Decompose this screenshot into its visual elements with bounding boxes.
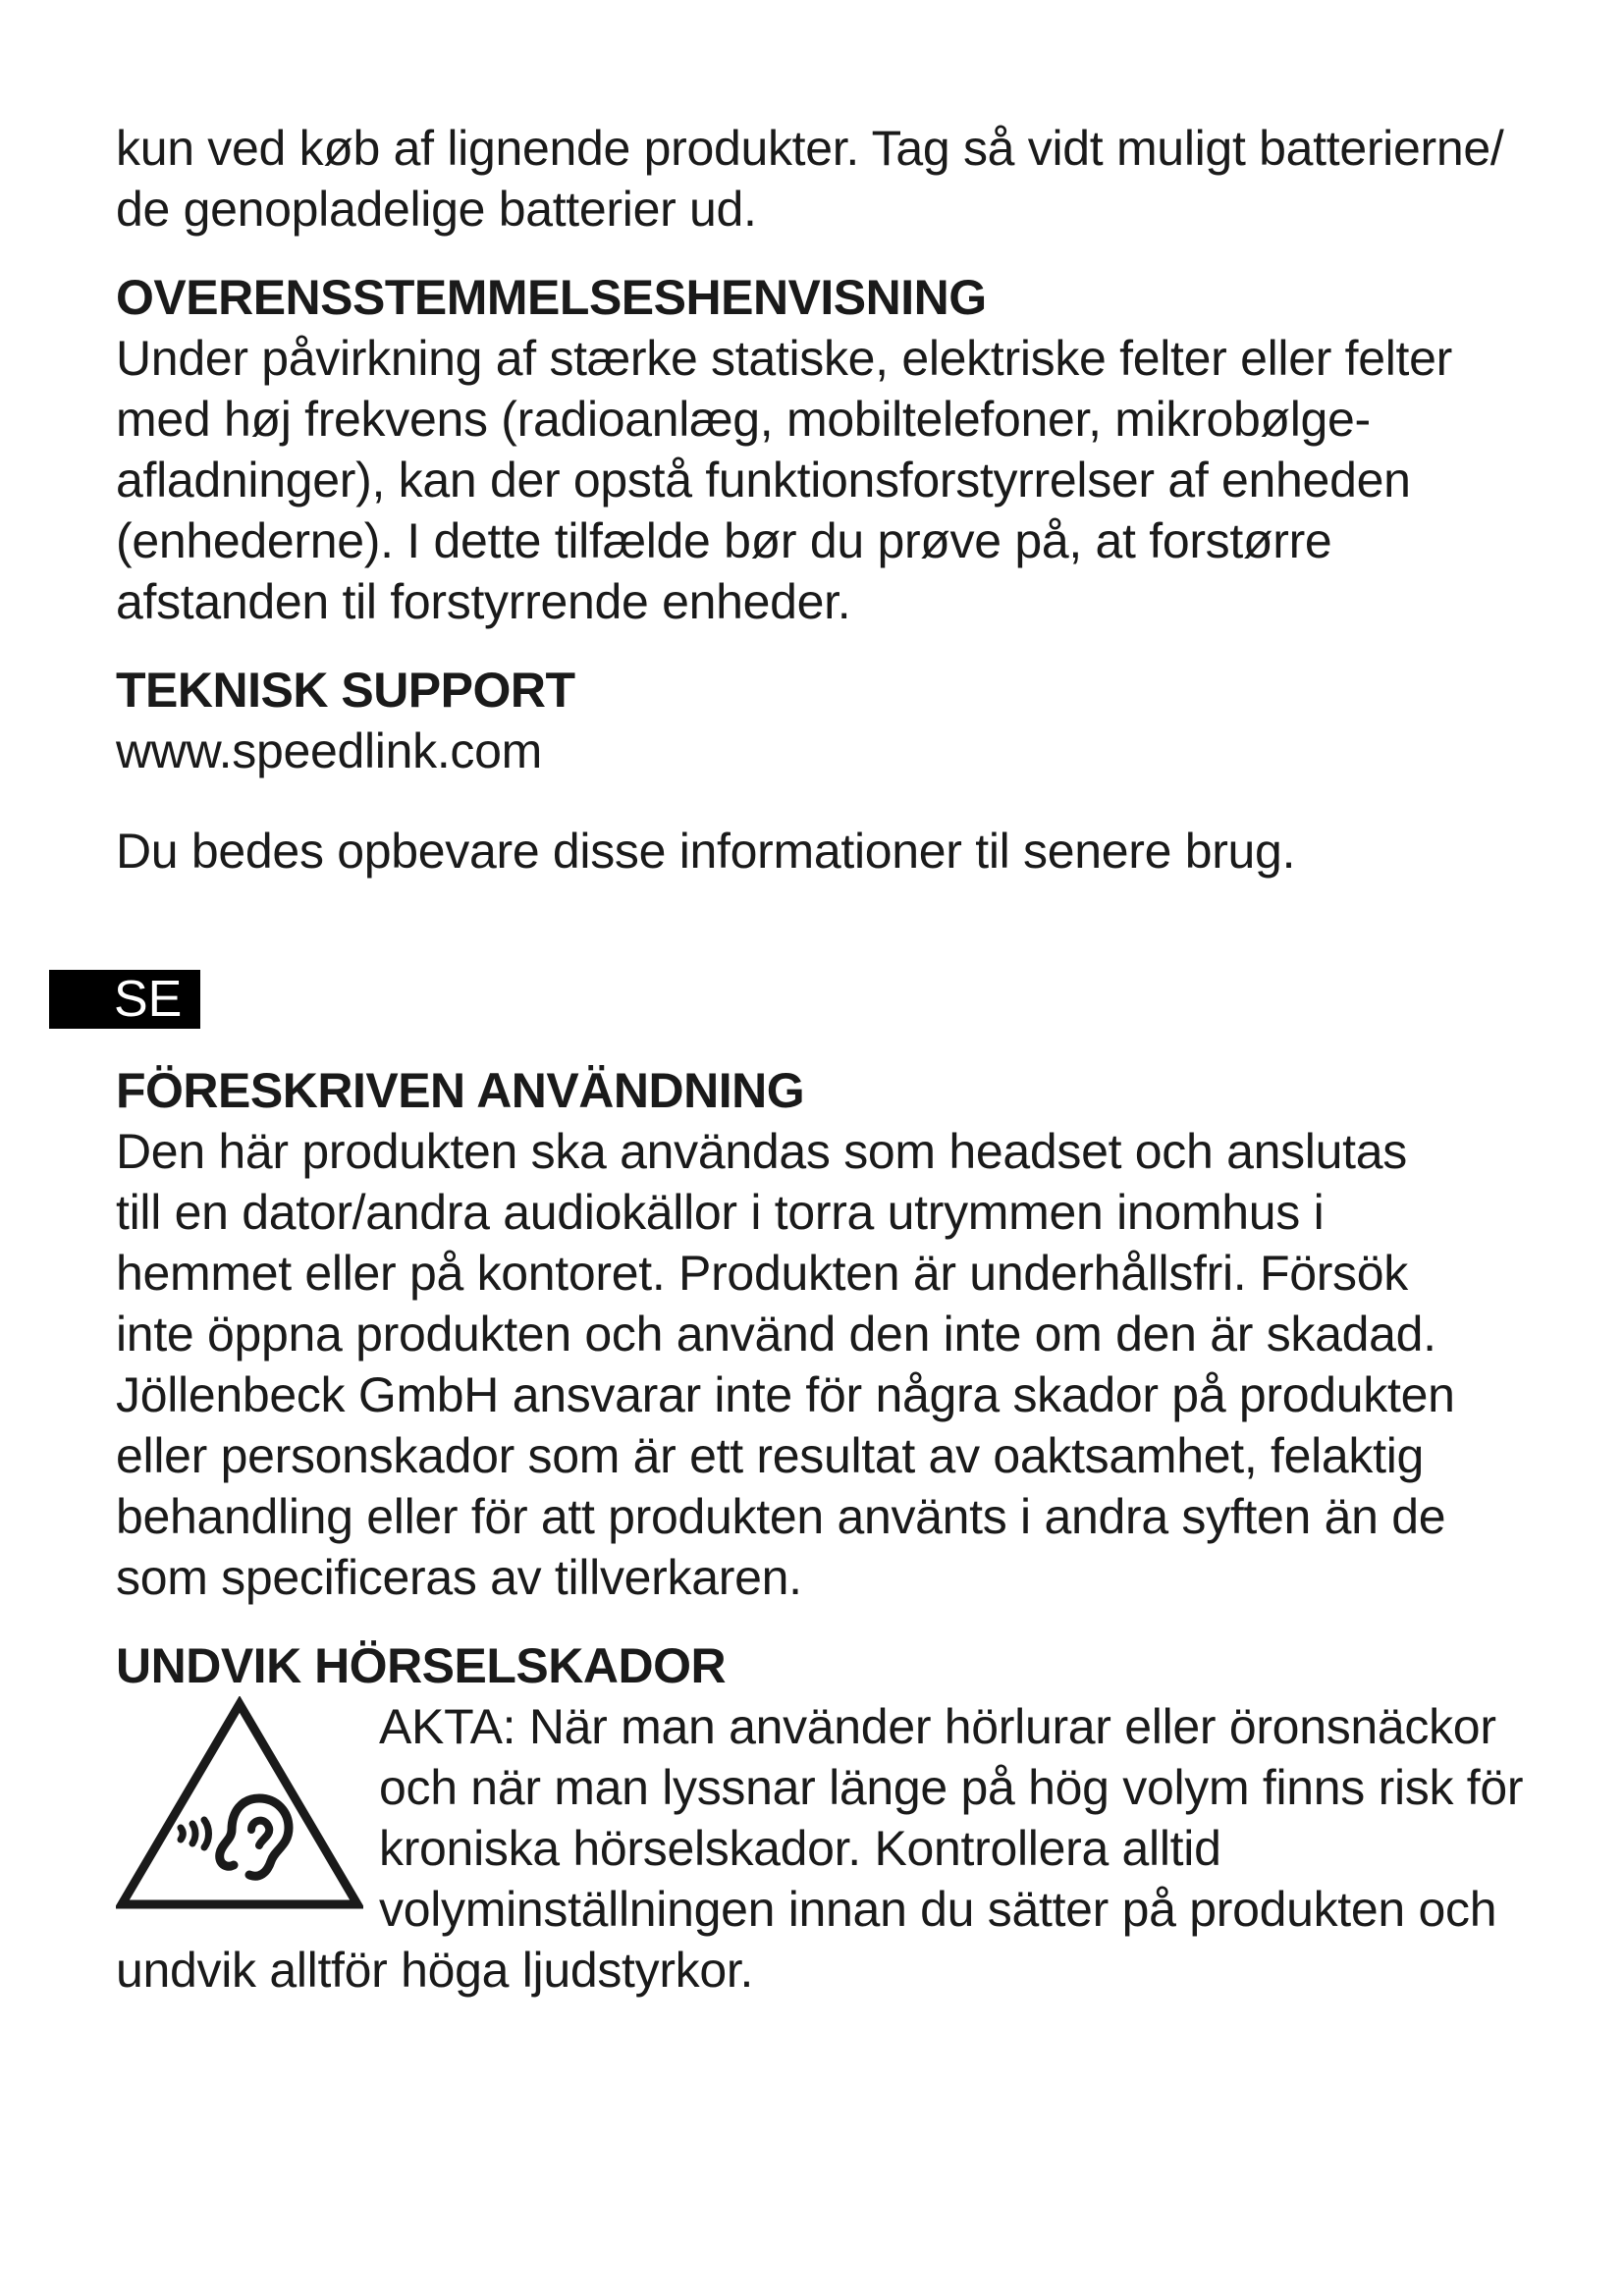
intended-use-line-6: eller personskador som är ett resultat av oaktsamhet, felaktig <box>116 1428 1425 1483</box>
dk-continuation-line-2: de genopladelige batterier ud. <box>116 182 757 237</box>
compliance-line-4: (enhederne). I dette tilfælde bør du prøve på, at forstørre <box>116 513 1332 568</box>
compliance-line-5: afstanden til forstyrrende enheder. <box>116 574 851 629</box>
hearing-heading: UNDVIK HÖRSELSKADOR <box>116 1638 727 1693</box>
intended-use-line-3: hemmet eller på kontoret. Produkten är underhållsfri. Försök <box>116 1246 1408 1301</box>
intended-use-line-2: till en dator/andra audiokällor i torra utrymmen inomhus i <box>116 1185 1325 1240</box>
language-tab-se <box>49 970 200 1029</box>
hearing-damage-warning-icon <box>116 1696 363 1916</box>
keep-info-text: Du bedes opbevare disse informationer til senere brug. <box>116 824 1296 879</box>
intended-use-line-5: Jöllenbeck GmbH ansvarar inte för några skador på produkten <box>116 1367 1455 1422</box>
compliance-line-3: afladninger), kan der opstå funktionsforstyrrelser af enheden <box>116 453 1411 507</box>
intended-use-line-1: Den här produkten ska användas som headset och anslutas <box>116 1124 1407 1179</box>
compliance-line-2: med høj frekvens (radioanlæg, mobiltelefoner, mikrobølge- <box>116 392 1371 447</box>
intended-use-line-7: behandling eller för att produkten använts i andra syften än de <box>116 1489 1446 1544</box>
hearing-line-2: och när man lyssnar länge på hög volym finns risk för <box>379 1760 1524 1815</box>
intended-use-line-8: som specificeras av tillverkaren. <box>116 1550 802 1605</box>
compliance-line-1: Under påvirkning af stærke statiske, elektriske felter eller felter <box>116 331 1453 386</box>
hearing-line-4: volyminställningen innan du sätter på produkten och <box>379 1882 1497 1937</box>
hearing-line-3: kroniska hörselskador. Kontrollera alltid <box>379 1821 1221 1876</box>
support-heading: TEKNISK SUPPORT <box>116 663 575 718</box>
se-section <box>116 1060 1524 2001</box>
intended-use-heading: FÖRESKRIVEN ANVÄNDNING <box>116 1063 805 1118</box>
language-tab-label: SE <box>114 971 183 1028</box>
hearing-warning-text <box>379 1696 1528 1940</box>
document-page <box>116 118 1520 881</box>
hearing-line-1: AKTA: När man använder hörlurar eller öronsnäckor <box>379 1699 1496 1754</box>
dk-continuation-line-1: kun ved køb af lignende produkter. Tag så vidt muligt batterierne/ <box>116 121 1504 176</box>
support-url-link[interactable]: www.speedlink.com <box>116 723 542 778</box>
hearing-tail-line: undvik alltför höga ljudstyrkor. <box>116 1943 754 1998</box>
hearing-warning-block <box>116 1696 1524 1940</box>
compliance-heading: OVERENSSTEMMELSESHENVISNING <box>116 270 987 325</box>
intended-use-line-4: inte öppna produkten och använd den inte om den är skadad. <box>116 1307 1436 1362</box>
